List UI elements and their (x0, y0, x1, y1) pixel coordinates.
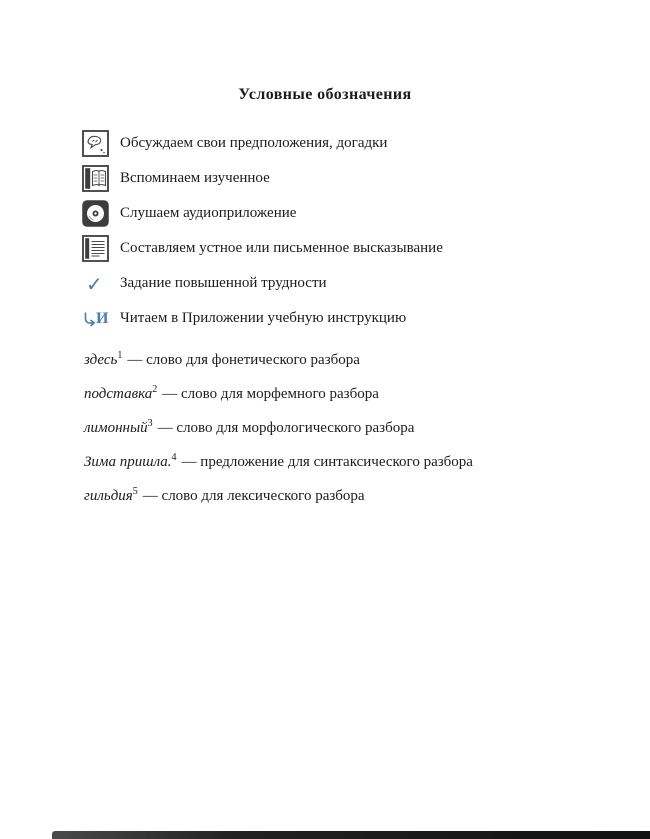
analysis-sup: 1 (117, 350, 123, 361)
analysis-item-morphological (84, 420, 650, 437)
legend-item-difficulty (82, 270, 650, 297)
instruction-letter: И (96, 309, 109, 327)
analysis-sup: 4 (171, 452, 177, 463)
recall-book-icon (82, 165, 120, 192)
analysis-list (84, 352, 650, 505)
analysis-word: подставка (84, 386, 153, 402)
instruction-icon (82, 310, 120, 328)
legend-item-discussion (82, 130, 650, 157)
analysis-description: — предложение для синтаксического разбора (181, 454, 473, 470)
legend-item-label: Обсуждаем свои предположения, догадки (120, 135, 388, 151)
analysis-word: гильдия (84, 488, 133, 504)
analysis-word: лимонный (84, 420, 148, 436)
analysis-sup: 3 (147, 418, 153, 429)
analysis-sup: 5 (132, 486, 138, 497)
legend-item-instruction (82, 305, 650, 332)
audio-disc-icon (82, 200, 120, 227)
analysis-word: Зима пришла. (84, 454, 172, 470)
writing-icon (82, 235, 120, 262)
legend-item-writing (82, 235, 650, 262)
analysis-word: здесь (84, 352, 118, 368)
analysis-description: — слово для фонетического разбора (127, 352, 360, 368)
legend-item-audio (82, 200, 650, 227)
analysis-item-phonetic (84, 352, 650, 369)
analysis-item-morphemic (84, 386, 650, 403)
legend-item-label: Составляем устное или письменное высказывание (120, 240, 443, 256)
legend-item-label: Задание повышенной трудности (120, 275, 327, 291)
analysis-description: — слово для морфемного разбора (162, 386, 379, 402)
legend-item-label: Вспоминаем изученное (120, 170, 270, 186)
analysis-sup: 2 (152, 384, 158, 395)
analysis-item-lexical (84, 488, 650, 505)
legend-item-recall (82, 165, 650, 192)
analysis-item-syntactic (84, 454, 650, 471)
discussion-icon (82, 130, 120, 157)
legend-item-label: Читаем в Приложении учебную инструкцию (120, 310, 407, 326)
legend-item-label: Слушаем аудиоприложение (120, 205, 297, 221)
curved-arrow-icon (82, 311, 95, 327)
analysis-description: — слово для морфологического разбора (157, 420, 415, 436)
page-bottom-edge (52, 831, 650, 839)
legend-list (82, 130, 650, 332)
analysis-description: — слово для лексического разбора (142, 488, 365, 504)
check-icon: ✓ (86, 271, 103, 296)
page-title: Условные обозначения (238, 86, 412, 103)
